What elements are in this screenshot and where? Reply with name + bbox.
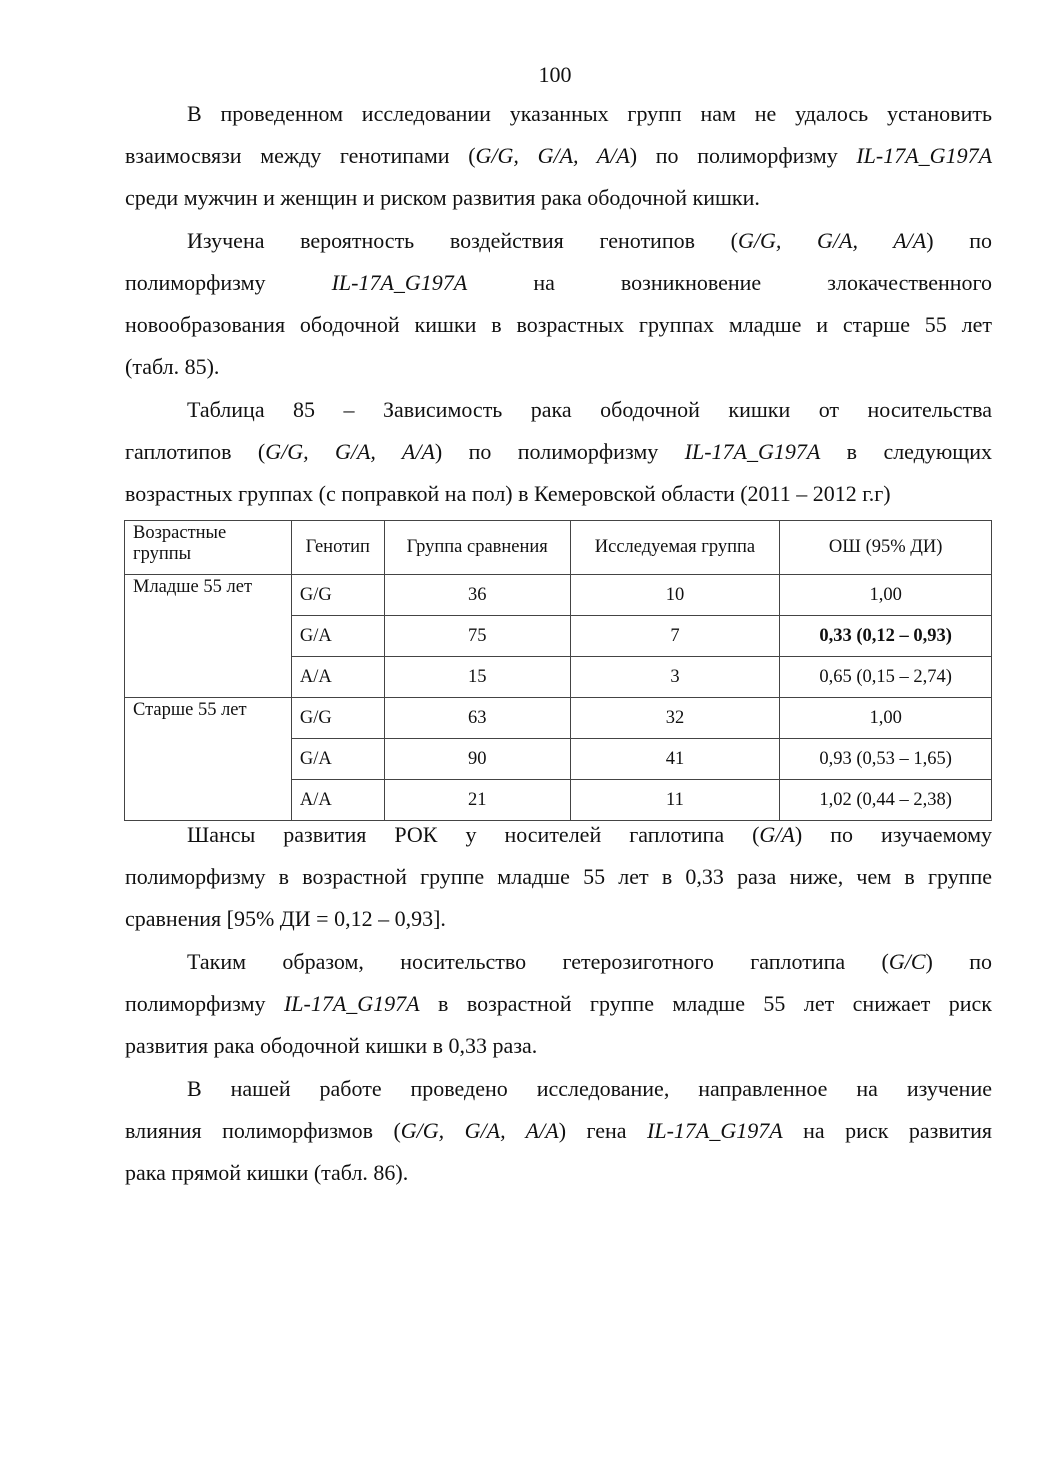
- paragraph-3-line-1: [125, 814, 992, 856]
- text: гаплотипов (: [125, 439, 266, 464]
- paragraph-5: [125, 1068, 992, 1194]
- table-caption: [125, 389, 992, 515]
- study-cell: 10: [570, 575, 780, 616]
- text: Таким образом, носительство гетерозиготного гаплотипа (: [187, 949, 889, 974]
- study-cell: 3: [570, 657, 780, 698]
- text: Изучена вероятность воздействия генотипов (: [187, 228, 738, 253]
- text: ) по: [925, 949, 992, 974]
- paragraph-1-line-3: среди мужчин и женщин и риском развития рака ободочной кишки.: [125, 185, 760, 210]
- genotypes: G/G, G/A, A/A: [265, 439, 435, 464]
- header-genotype: Генотип: [291, 521, 384, 575]
- odds-ratio-cell: 1,02 (0,44 – 2,38): [780, 780, 992, 821]
- genotypes: G/G, G/A, A/A: [737, 228, 927, 253]
- text: полиморфизму: [125, 270, 332, 295]
- table-row: [125, 575, 992, 616]
- paragraph-2: [125, 220, 992, 388]
- genotype: G/C: [888, 949, 926, 974]
- text: в возрастной группе младше 55 лет снижает риск: [419, 991, 992, 1016]
- text: полиморфизму: [125, 991, 284, 1016]
- paragraph-3-line-2: полиморфизму в возрастной группе младше 55 лет в 0,33 раза ниже, чем в группе: [125, 864, 992, 889]
- header-odds-ratio: ОШ (95% ДИ): [780, 521, 992, 575]
- polymorphism-name: IL-17A_G197A: [331, 270, 468, 295]
- comparison-cell: 63: [384, 698, 570, 739]
- header-study-group: Исследуемая группа: [570, 521, 780, 575]
- paragraph-5-line-3: рака прямой кишки (табл. 86).: [125, 1160, 409, 1185]
- paragraph-1: [125, 93, 992, 219]
- genotype-cell: G/A: [291, 739, 384, 780]
- table-caption-line-1: Таблица 85 – Зависимость рака ободочной кишки от носительства: [187, 397, 992, 422]
- paragraph-1-line-1: В проведенном исследовании указанных групп нам не удалось установить: [187, 101, 992, 126]
- study-cell: 11: [570, 780, 780, 821]
- results-table: [124, 520, 992, 821]
- genotype-cell: G/A: [291, 616, 384, 657]
- polymorphism-name: IL-17A_G197A: [856, 143, 993, 168]
- genotype-cell: G/G: [291, 575, 384, 616]
- text: ) гена: [558, 1118, 648, 1143]
- table-caption-line-3: возрастных группах (с поправкой на пол) в Кемеровской области (2011 – 2012 г.г): [125, 481, 891, 506]
- text: ) по полиморфизму: [629, 143, 857, 168]
- genotype-cell: G/G: [291, 698, 384, 739]
- odds-ratio-cell: 1,00: [780, 698, 992, 739]
- odds-ratio-cell: 0,93 (0,53 – 1,65): [780, 739, 992, 780]
- table-caption-line-2: [125, 431, 992, 473]
- text: ) по изучаемому: [794, 822, 992, 847]
- text: в следующих: [820, 439, 993, 464]
- paragraph-3-line-3: сравнения [95% ДИ = 0,12 – 0,93].: [125, 906, 446, 931]
- genotypes: G/G, G/A, A/A: [475, 143, 630, 168]
- paragraph-2-line-4: (табл. 85).: [125, 354, 220, 379]
- paragraph-2-line-3: новообразования ободочной кишки в возрастных группах младше и старше 55 лет: [125, 312, 992, 337]
- genotypes: G/G, G/A, A/A: [400, 1118, 559, 1143]
- comparison-cell: 21: [384, 780, 570, 821]
- paragraph-4: [125, 941, 992, 1067]
- text: взаимосвязи между генотипами (: [125, 143, 476, 168]
- comparison-cell: 75: [384, 616, 570, 657]
- genotype: G/A: [759, 822, 795, 847]
- paragraph-2-line-1: [125, 220, 992, 262]
- text: влияния полиморфизмов (: [125, 1118, 401, 1143]
- polymorphism-name: IL-17A_G197A: [283, 991, 420, 1016]
- paragraph-5-line-2: [125, 1110, 992, 1152]
- odds-ratio-cell: 1,00: [780, 575, 992, 616]
- comparison-cell: 15: [384, 657, 570, 698]
- study-cell: 7: [570, 616, 780, 657]
- text: ) по: [926, 228, 992, 253]
- odds-ratio-cell-significant: 0,33 (0,12 – 0,93): [780, 616, 992, 657]
- paragraph-4-line-3: развития рака ободочной кишки в 0,33 раза.: [125, 1033, 538, 1058]
- study-cell: 32: [570, 698, 780, 739]
- comparison-cell: 36: [384, 575, 570, 616]
- text: Шансы развития РОК у носителей гаплотипа (: [187, 822, 760, 847]
- age-group-cell: Младше 55 лет: [125, 575, 292, 698]
- paragraph-3: [125, 814, 992, 940]
- table-row: [125, 698, 992, 739]
- table-header-row: [125, 521, 992, 575]
- header-comparison-group: Группа сравнения: [384, 521, 570, 575]
- polymorphism-name: IL-17A_G197A: [684, 439, 821, 464]
- paragraph-1-line-2: [125, 135, 992, 177]
- polymorphism-name: IL-17A_G197A: [647, 1118, 783, 1143]
- paragraph-2-line-2: [125, 262, 992, 304]
- comparison-cell: 90: [384, 739, 570, 780]
- header-age-groups: Возрастные группы: [125, 521, 292, 575]
- odds-ratio-cell: 0,65 (0,15 – 2,74): [780, 657, 992, 698]
- text: ) по полиморфизму: [434, 439, 685, 464]
- paragraph-5-line-1: В нашей работе проведено исследование, направленное на изучение: [187, 1076, 992, 1101]
- genotype-cell: A/A: [291, 657, 384, 698]
- age-group-cell: Старше 55 лет: [125, 698, 292, 821]
- study-cell: 41: [570, 739, 780, 780]
- text: на риск развития: [782, 1118, 992, 1143]
- paragraph-4-line-1: [125, 941, 992, 983]
- paragraph-4-line-2: [125, 983, 992, 1025]
- text: на возникновение злокачественного: [467, 270, 992, 295]
- page-number: 100: [538, 62, 572, 87]
- genotype-cell: A/A: [291, 780, 384, 821]
